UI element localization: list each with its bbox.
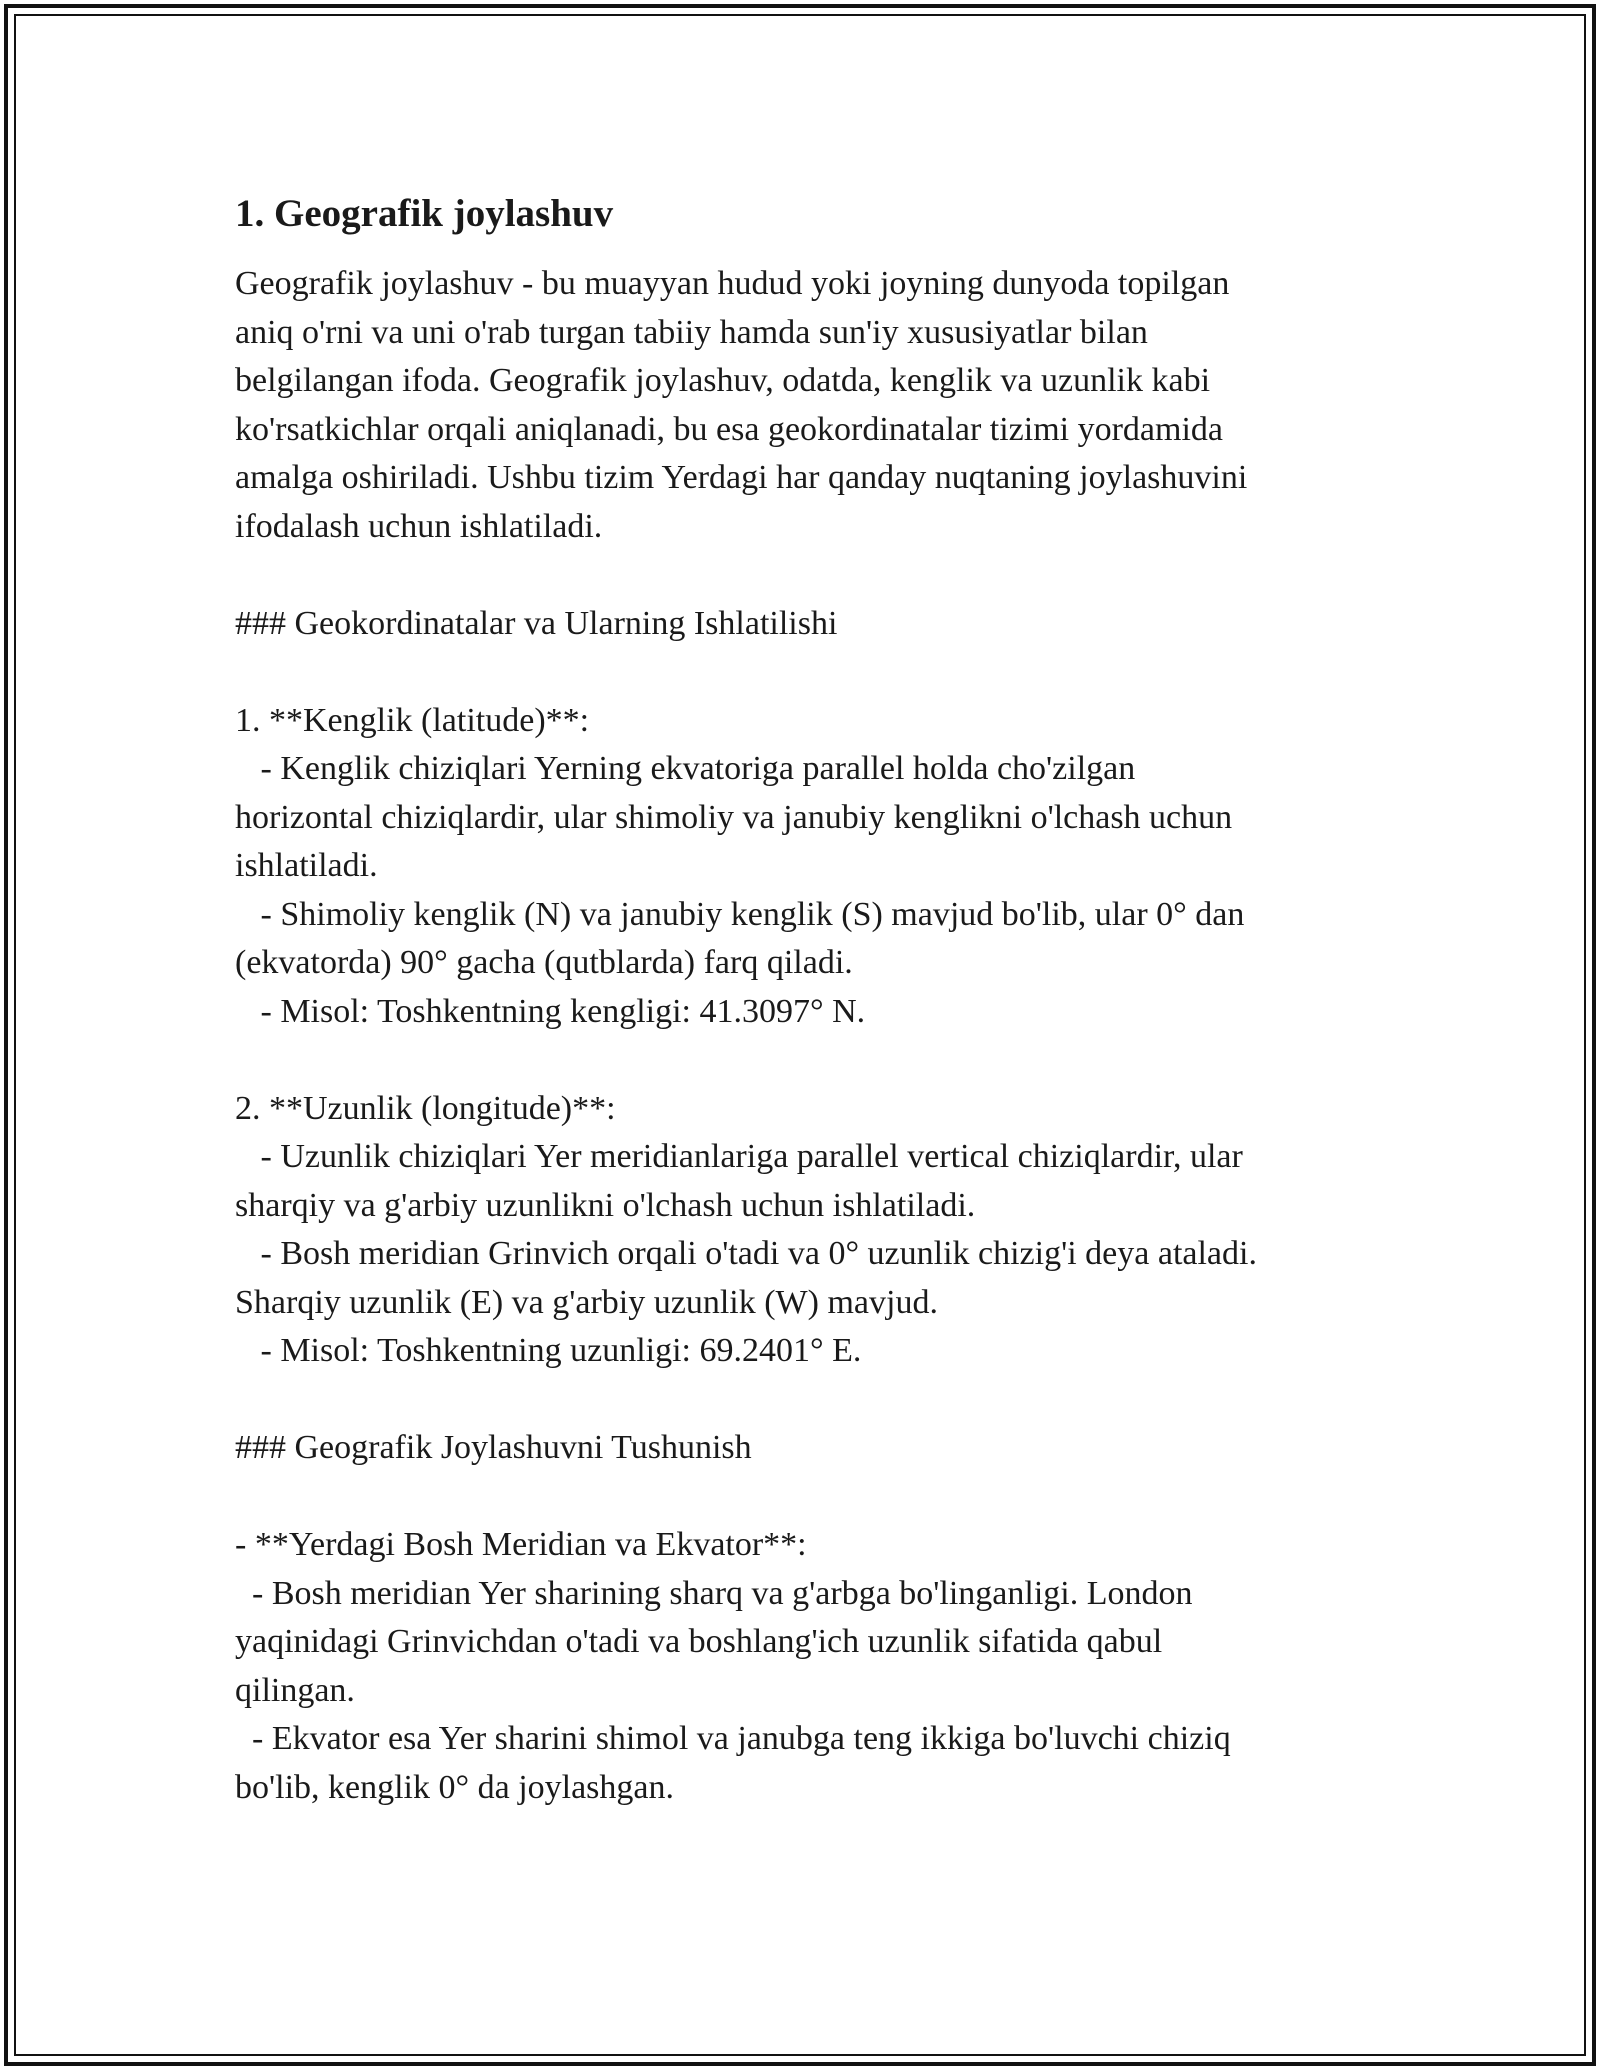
text-line: - Bosh meridian Grinvich orqali o'tadi va 0° uzunlik chizig'i deya ataladi. <box>235 1235 1257 1272</box>
text-line: ishlatiladi. <box>235 847 378 884</box>
document-page <box>235 186 1375 1812</box>
text-line: horizontal chiziqlardir, ular shimoliy va janubiy kenglikni o'lchash uchun <box>235 798 1233 836</box>
text-line: - Misol: Toshkentning kengligi: 41.3097° N. <box>235 992 866 1030</box>
text-line: amalga oshiriladi. Ushbu tizim Yerdagi har qanday nuqtaning joylashuvini <box>235 459 1248 496</box>
text-line: belgilangan ifoda. Geografik joylashuv, odatda, kenglik va uzunlik kabi <box>235 362 1211 399</box>
text-line: ifodalash uchun ishlatiladi. <box>235 507 603 545</box>
text-line: - Ekvator esa Yer sharini shimol va janubga teng ikkiga bo'luvchi chiziq <box>235 1720 1231 1757</box>
list-item-heading: - **Yerdagi Bosh Meridian va Ekvator**: <box>235 1526 807 1563</box>
text-line: (ekvatorda) 90° gacha (qutblarda) farq qiladi. <box>235 944 853 981</box>
section-heading-line: ### Geokordinatalar va Ularning Ishlatilishi <box>235 604 838 642</box>
text-line: - Uzunlik chiziqlari Yer meridianlariga parallel vertical chiziqlardir, ular <box>235 1138 1243 1175</box>
blank-line <box>235 1036 1375 1085</box>
blank-line <box>235 648 1375 697</box>
blank-line <box>235 1376 1375 1425</box>
text-line: ko'rsatkichlar orqali aniqlanadi, bu esa geokordinatalar tizimi yordamida <box>235 410 1224 448</box>
text-line: - Kenglik chiziqlari Yerning ekvatoriga parallel holda cho'zilgan <box>235 750 1136 787</box>
blank-line <box>235 1473 1375 1522</box>
blank-line <box>235 551 1375 600</box>
text-line: Sharqiy uzunlik (E) va g'arbiy uzunlik (W) mavjud. <box>235 1283 938 1321</box>
text-line: - Bosh meridian Yer sharining sharq va g'arbga bo'linganligi. London <box>235 1574 1193 1612</box>
text-line: aniq o'rni va uni o'rab turgan tabiiy hamda sun'iy xususiyatlar bilan <box>235 313 1148 351</box>
text-line: - Shimoliy kenglik (N) va janubiy kenglik (S) mavjud bo'lib, ular 0° dan <box>235 895 1245 933</box>
list-item-heading: 2. **Uzunlik (longitude)**: <box>235 1089 616 1127</box>
text-line: bo'lib, kenglik 0° da joylashgan. <box>235 1768 674 1806</box>
list-item-heading: 1. **Kenglik (latitude)**: <box>235 701 590 739</box>
text-line: - Misol: Toshkentning uzunligi: 69.2401° E. <box>235 1332 862 1369</box>
document-heading: 1. Geografik joylashuv <box>235 192 614 235</box>
text-line: Geografik joylashuv - bu muayyan hudud yoki joyning dunyoda topilgan <box>235 265 1230 302</box>
text-line: qilingan. <box>235 1671 355 1709</box>
section-heading-line: ### Geografik Joylashuvni Tushunish <box>235 1429 752 1466</box>
text-line: yaqinidagi Grinvichdan o'tadi va boshlang'ich uzunlik sifatida qabul <box>235 1623 1163 1660</box>
document-body <box>235 260 1375 1812</box>
text-line: sharqiy va g'arbiy uzunlikni o'lchash uchun ishlatiladi. <box>235 1186 976 1224</box>
